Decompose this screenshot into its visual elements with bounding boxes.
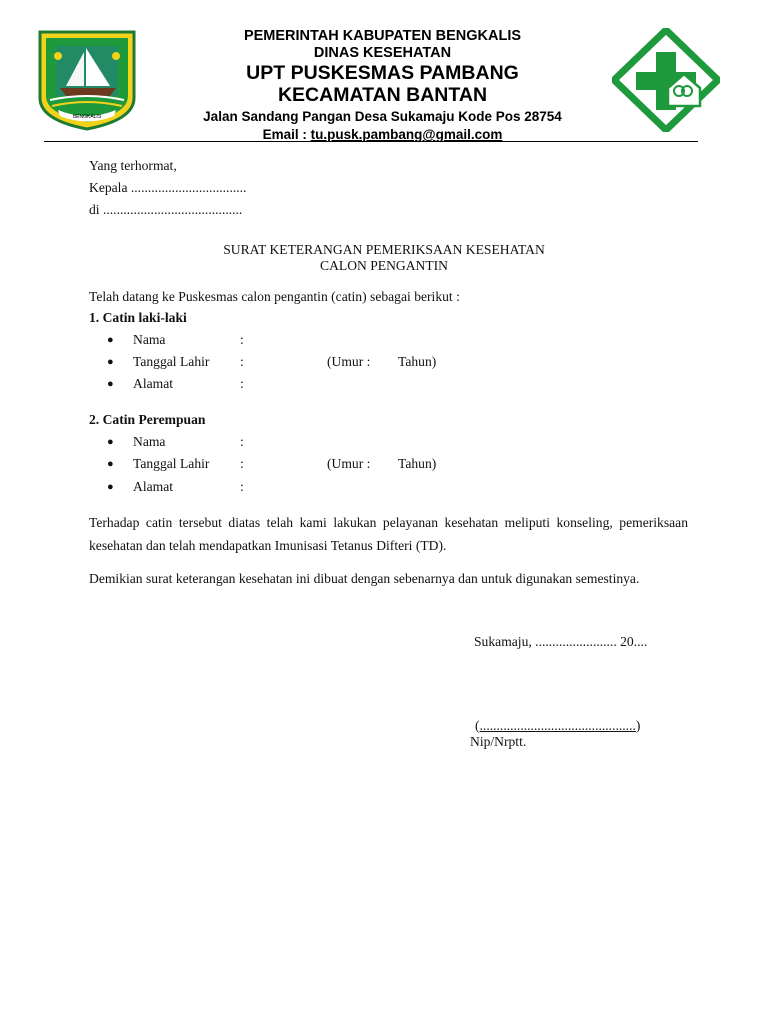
age-unit: Tahun) [398,354,437,369]
puskesmas-logo-icon [612,28,720,132]
closing-paragraph: Demikian surat keterangan kesehatan ini dibuat dengan sebenarnya dan untuk digunakan semestinya. [89,571,640,586]
field-colon: : [240,376,244,391]
age-label: (Umur : [327,456,371,471]
field-colon: : [240,434,244,449]
signatory-name-placeholder: .............................................. [479,718,636,733]
field-label: Alamat [133,479,174,494]
field-label: Nama [133,434,166,449]
field-colon: : [240,456,244,471]
bride-heading: 2. Catin Perempuan [89,412,206,427]
groom-heading: 1. Catin laki-laki [89,310,187,325]
letterhead-divider [44,141,698,142]
emblem-ribbon-text: BENGKALIS [72,114,102,120]
bullet: ● [107,378,114,390]
email-link[interactable]: tu.pusk.pambang@gmail.com [310,127,503,142]
age-unit: Tahun) [398,456,437,471]
email-label: Email : [262,127,311,142]
bullet: ● [107,334,114,346]
age-label: (Umur : [327,354,371,369]
address: Jalan Sandang Pangan Desa Sukamaju Kode Pos 28754 [203,109,562,124]
document-title: SURAT KETERANGAN PEMERIKSAAN KESEHATAN [223,242,545,257]
document-subtitle: CALON PENGANTIN [320,258,448,273]
bullet: ● [107,356,114,368]
service-paragraph: Terhadap catin tersebut diatas telah kami lakukan pelayanan kesehatan meliputi konseling, pemeriksaan kesehatan dan telah mendapatkan Imunisasi Tetanus Difteri (TD). [89,515,688,553]
nip-label: Nip/Nrptt. [470,734,527,749]
bengkalis-regency-emblem-icon [36,28,138,132]
field-label: Tanggal Lahir [133,354,210,369]
field-label: Tanggal Lahir [133,456,210,471]
open-paren: ( [475,718,480,733]
field-label: Alamat [133,376,174,391]
place-date: Sukamaju, ........................ 20.... [474,634,648,649]
recipient-kepala: Kepala .................................. [89,180,247,195]
letterhead [150,28,615,144]
close-paren: ) [635,718,641,733]
department-name: DINAS KESEHATAN [313,45,452,61]
district-name: KECAMATAN BANTAN [277,84,488,106]
greeting: Yang terhormat, [89,158,177,173]
recipient-location: di ......................................... [89,202,243,217]
bullet: ● [107,436,114,448]
government-name: PEMERINTAH KABUPATEN BENGKALIS [243,28,522,44]
field-label: Nama [133,332,166,347]
field-colon: : [240,479,244,494]
field-colon: : [240,354,244,369]
signature-name-line [475,718,640,734]
intro-text: Telah datang ke Puskesmas calon pengantin (catin) sebagai berikut : [89,289,460,304]
institution-name: UPT PUSKESMAS PAMBANG [246,62,519,84]
bullet: ● [107,458,114,470]
bullet: ● [107,481,114,493]
field-colon: : [240,332,244,347]
